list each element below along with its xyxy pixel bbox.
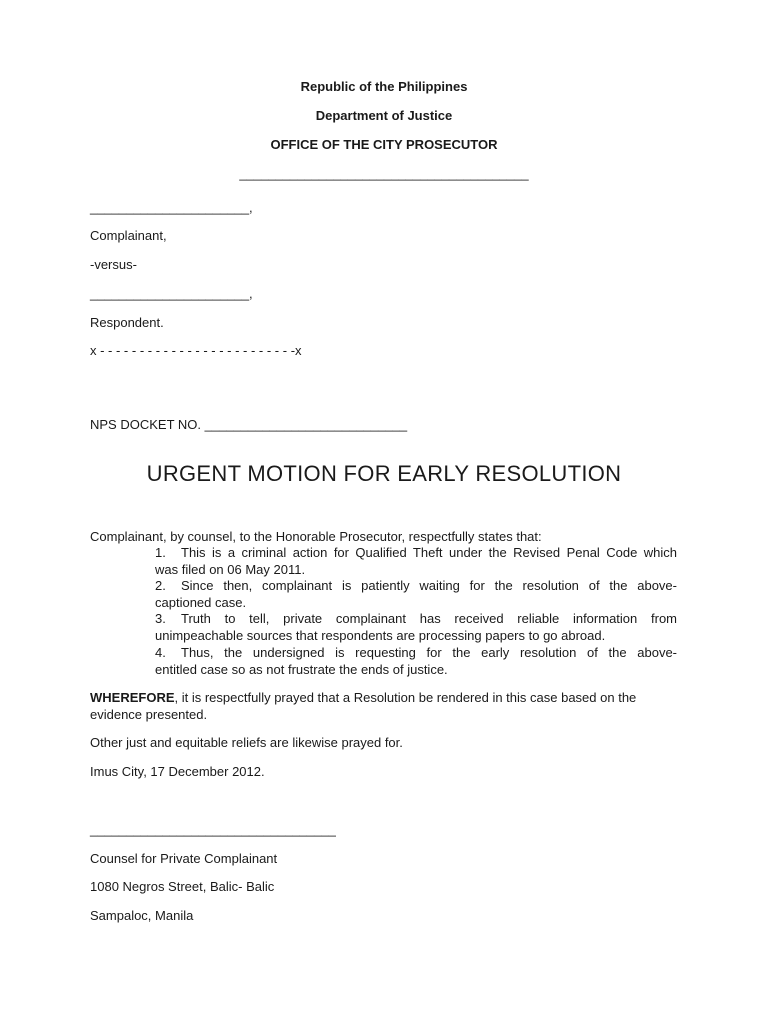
signature-line: __________________________________: [90, 822, 336, 837]
docket-number: NPS DOCKET NO. ____________________________: [90, 417, 408, 432]
item-1-line2: was filed on 06 May 2011.: [155, 562, 306, 577]
signature-address-line2: Sampaloc, Manila: [90, 908, 194, 923]
signature-counsel: Counsel for Private Complainant: [90, 851, 278, 866]
item-1-line1: This is a criminal action for Qualified Theft under the Revised Penal Code which: [181, 545, 677, 560]
item-4-line1: Thus, the undersigned is requesting for the early resolution of the above-: [181, 645, 677, 660]
complainant-blank: ______________________,: [90, 200, 253, 215]
caption-separator: x - - - - - - - - - - - - - - - - - - - - - - - - -x: [90, 343, 302, 358]
wherefore-line1: [90, 689, 677, 706]
document-title: URGENT MOTION FOR EARLY RESOLUTION: [146, 461, 622, 486]
item-4-number: 4.: [155, 645, 166, 660]
wherefore-text: , it is respectfully prayed that a Resolution be rendered in this case based on the: [174, 690, 637, 705]
item-3-number: 3.: [155, 611, 166, 626]
place-date: Imus City, 17 December 2012.: [90, 764, 265, 779]
versus-label: -versus-: [90, 257, 137, 272]
respondent-label: Respondent.: [90, 315, 164, 330]
header-office-line: ________________________________________: [239, 166, 529, 181]
item-3-line2: unimpeachable sources that respondents are processing papers to go abroad.: [155, 628, 606, 643]
item-3-line1: Truth to tell, private complainant has received reliable information from: [181, 611, 677, 626]
signature-address-line1: 1080 Negros Street, Balic- Balic: [90, 879, 275, 894]
complainant-label: Complainant,: [90, 228, 167, 243]
item-1-number: 1.: [155, 545, 166, 560]
item-2-line1: Since then, complainant is patiently waiting for the resolution of the above-: [181, 578, 677, 593]
header-republic: Republic of the Philippines: [300, 79, 468, 94]
header-office: OFFICE OF THE CITY PROSECUTOR: [270, 137, 498, 152]
other-reliefs: Other just and equitable reliefs are likewise prayed for.: [90, 735, 403, 750]
item-2-line2: captioned case.: [155, 595, 247, 610]
wherefore-line2: evidence presented.: [90, 707, 208, 722]
wherefore-keyword: WHEREFORE: [90, 690, 175, 705]
header-department: Department of Justice: [315, 108, 453, 123]
item-4-line2: entitled case so as not frustrate the ends of justice.: [155, 662, 448, 677]
body-intro: Complainant, by counsel, to the Honorable Prosecutor, respectfully states that:: [90, 529, 542, 544]
respondent-blank: ______________________,: [90, 286, 253, 301]
item-2-number: 2.: [155, 578, 166, 593]
